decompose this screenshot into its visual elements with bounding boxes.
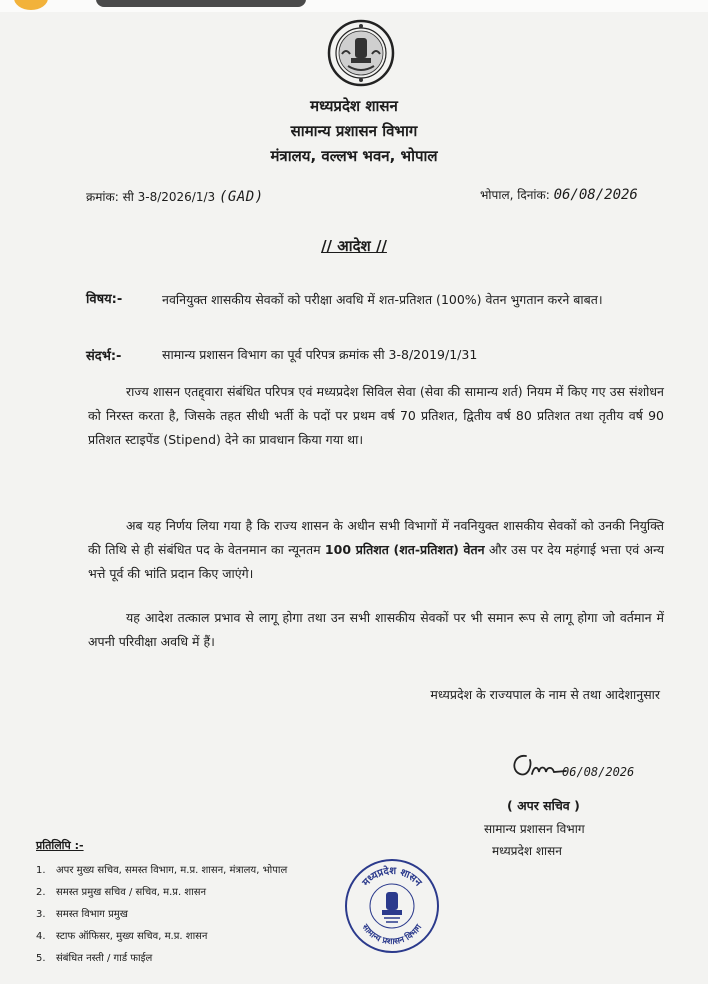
signatory-designation: ( अपर सचिव ) (507, 798, 580, 813)
state-emblem-icon (326, 18, 396, 88)
copy-to-label: प्रतिलिपि :- (36, 839, 84, 852)
signature-date: 06/08/2026 (562, 765, 635, 779)
top-screenshot-strip (0, 0, 708, 12)
reference-date-value: 06/08/2026 (553, 187, 638, 203)
paragraph-rescind: राज्य शासन एतद्द्वारा संबंधित परिपत्र एवं मध्यप्रदेश सिविल सेवा (सेवा की सामान्य शर्त) नियम में किए गए उस संशोधन को निरस्त करता है, जिसके तहत सीधी भर्ती के पदों पर प्रथम वर्ष 70 प्रतिशत, द्वितीय वर्ष 80 प्रतिशत तथा तृतीय वर्ष 90 प्रतिशत स्टाइपेंड (Stipend) देने का प्रावधान किया गया था। (88, 384, 664, 447)
govt-name: मध्यप्रदेश शासन (310, 97, 398, 115)
seal-bottom-text: सामान्य प्रशासन विभाग (359, 922, 425, 948)
signatory-department: सामान्य प्रशासन विभाग (484, 822, 585, 836)
paragraph-decision-end: और उस पर देय महंगाई भत्ता एवं अन्य भत्ते पूर्व की भांति प्रदान किए जाएंगे। (88, 542, 664, 581)
cropped-text-fragment (96, 0, 306, 7)
list-item: 4. स्टाफ ऑफिसर, मुख्य सचिव, म.प्र. शासन (36, 931, 208, 942)
list-item: 5. संबंधित नस्ती / गार्ड फाईल (36, 953, 153, 964)
reference-number-suffix: (GAD) (219, 189, 264, 205)
reference-text: सामान्य प्रशासन विभाग का पूर्व परिपत्र क्रमांक सी 3-8/2019/1/31 (162, 347, 478, 362)
svg-text:मध्यप्रदेश शासन (360, 864, 424, 889)
department-seal-icon (344, 858, 440, 954)
reference-date-label: भोपाल, दिनांक: (480, 188, 550, 202)
svg-text:सामान्य प्रशासन विभाग (359, 922, 425, 947)
on-behalf-line: मध्यप्रदेश के राज्यपाल के नाम से तथा आदेशानुसार (430, 687, 660, 702)
paragraph-effective: यह आदेश तत्काल प्रभाव से लागू होगा तथा उन सभी शासकीय सेवकों पर भी समान रूप से लागू होगा जो वर्तमान में अपनी परिवीक्षा अवधि में हैं। (88, 610, 664, 649)
list-item: 2. समस्त प्रमुख सचिव / सचिव, म.प्र. शासन (36, 887, 207, 898)
paragraph-decision (88, 514, 664, 586)
seal-top-text: मध्यप्रदेश शासन (360, 865, 424, 889)
office-address: मंत्रालय, वल्लभ भवन, भोपाल (270, 147, 438, 165)
order-title: // आदेश // (321, 237, 387, 255)
reference-date (480, 186, 638, 203)
signatory-state: मध्यप्रदेश शासन (492, 844, 562, 858)
copy-to-list (36, 860, 287, 970)
paragraph-decision-highlight: 100 प्रतिशत (शत-प्रतिशत) वेतन (324, 542, 485, 557)
reference-label: संदर्भ:- (86, 349, 122, 364)
subject-text: नवनियुक्त शासकीय सेवकों को परीक्षा अवधि में शत-प्रतिशत (100%) वेतन भुगतान करने बाबत। (162, 292, 603, 307)
list-item: 3. समस्त विभाग प्रमुख (36, 909, 128, 920)
reference-number-label: क्रमांक: (86, 190, 119, 204)
reference-number-value: सी 3-8/2026/1/3 (122, 190, 216, 204)
reference-number (86, 188, 264, 205)
department-name: सामान्य प्रशासन विभाग (290, 122, 418, 140)
paragraph-decision-start: अब यह निर्णय लिया गया है कि राज्य शासन के अधीन सभी विभागों में नवनियुक्त शासकीय सेवकों को उनकी नियुक्ति की तिथि से ही संबंधित पद के वेतनमान का न्यूनतम (88, 518, 664, 557)
sun-graphic (14, 0, 48, 10)
signature-icon (508, 748, 568, 784)
subject-label: विषय:- (86, 292, 123, 307)
list-item: 1. अपर मुख्य सचिव, समस्त विभाग, म.प्र. शासन, मंत्रालय, भोपाल (36, 865, 288, 876)
